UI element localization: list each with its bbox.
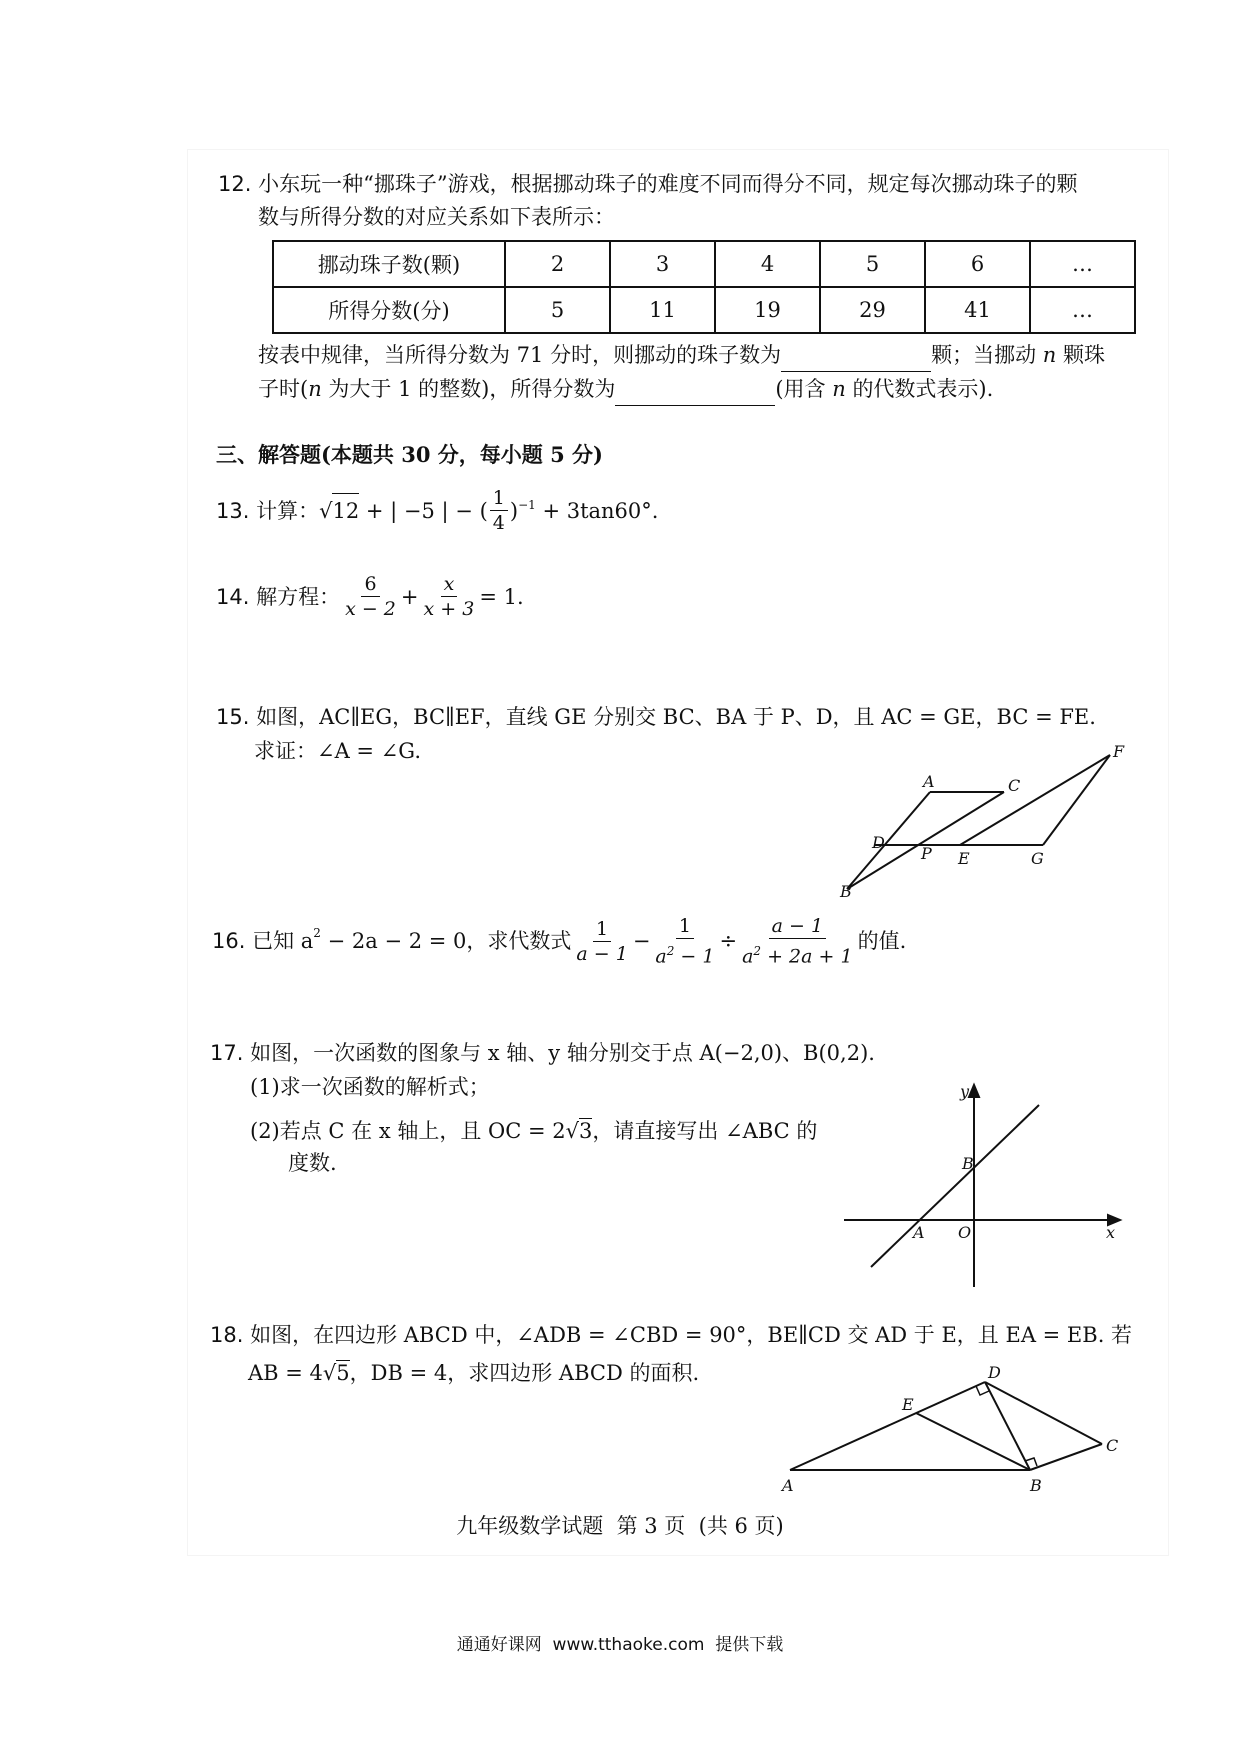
table-cell: 5 (820, 241, 925, 287)
label-A: A (913, 1223, 925, 1242)
q16-suffix: 的值. (857, 929, 907, 954)
segment-BC (1030, 1444, 1102, 1470)
line-AB (871, 1105, 1039, 1267)
q18-text-2b: ，DB = 4，求四边形 ABCD 的面积. (349, 1361, 700, 1385)
var-n: n (832, 377, 846, 401)
label-F: F (1113, 742, 1125, 761)
q13 (216, 486, 658, 535)
section-heading: 三、解答题(本题共 30 分，每小题 5 分) (216, 442, 603, 467)
q12-text-3b: 颗；当挪动 (931, 343, 1037, 367)
q17-line1 (210, 1036, 875, 1070)
table-header-beads: 挪动珠子数(颗) (273, 241, 505, 287)
q14 (216, 572, 524, 621)
q15-line1 (216, 700, 1096, 734)
answer-blank-2[interactable] (615, 383, 775, 406)
frac-den: x − 2 (345, 598, 396, 620)
equals-one: = 1. (479, 584, 524, 609)
frac-den: a − 1 (576, 942, 628, 965)
table-cell: … (1030, 241, 1135, 287)
segment-AB (847, 792, 930, 889)
segment-AD (790, 1382, 985, 1470)
q17-part2-a: (2)若点 C 在 x 轴上，且 OC = 2 (250, 1119, 566, 1143)
frac-den (739, 939, 855, 968)
q12-text-1: 小东玩一种“挪珠子”游戏，根据挪动珠子的难度不同而得分不同，规定每次挪动珠子的颗 (258, 172, 1078, 196)
q12-line1 (218, 167, 1078, 201)
segment-DC (985, 1382, 1102, 1444)
table-cell: 19 (715, 287, 820, 333)
frac-num: 6 (361, 572, 379, 597)
label-D: D (988, 1363, 1001, 1382)
q16 (212, 914, 906, 968)
label-E: E (902, 1395, 914, 1414)
fraction (573, 917, 630, 966)
sqrt-symbol: √ (565, 1119, 580, 1143)
q16-prefix: 已知 a (252, 929, 314, 954)
q13-part2: ) (509, 498, 519, 523)
label-B: B (1030, 1476, 1042, 1495)
q12-text-3d: 颗珠 (1062, 343, 1105, 367)
table-cell: 6 (925, 241, 1030, 287)
label-P: P (921, 844, 932, 863)
q12-line4 (258, 372, 993, 406)
table-cell: 41 (925, 287, 1030, 333)
frac-num: 1 (676, 914, 694, 939)
q14-prefix: 解方程： (256, 584, 341, 609)
q15-figure (830, 735, 1130, 905)
q12-text-4c: 为大于 1 的整数)，所得分数为 (321, 377, 616, 401)
table-row (273, 241, 1135, 287)
q15-line2: 求证：∠A = ∠G. (254, 739, 422, 763)
sqrt-symbol: √ (322, 1361, 337, 1385)
q13-part1: + | −5 | − ( (359, 498, 488, 523)
sqrt-symbol: √ (319, 498, 333, 523)
label-y: y (960, 1082, 970, 1101)
divide-sign: ÷ (719, 929, 738, 954)
q18-line1 (210, 1318, 1132, 1352)
frac-den (652, 939, 717, 968)
q17-part2-b: ，请直接写出 ∠ABC 的 (592, 1119, 818, 1143)
answer-blank-1[interactable] (781, 349, 931, 372)
q17-text-1: 如图，一次函数的图象与 x 轴、y 轴分别交于点 A(−2,0)、B(0,2). (250, 1041, 875, 1065)
fraction (342, 572, 399, 621)
sqrt-arg: 12 (332, 493, 359, 528)
table-cell: 11 (610, 287, 715, 333)
q13-prefix: 计算： (256, 498, 320, 523)
table-cell: 29 (820, 287, 925, 333)
table-cell: … (1030, 287, 1135, 333)
label-G: G (1031, 849, 1044, 868)
table-cell: 4 (715, 241, 820, 287)
exponent: 2 (666, 944, 675, 958)
exponent: −1 (518, 498, 536, 512)
label-A: A (923, 772, 935, 791)
fraction (652, 914, 717, 968)
var-n: n (1042, 343, 1057, 367)
fraction (490, 486, 508, 535)
page-footer: 九年级数学试题 第 3 页 (共 6 页) (456, 1514, 784, 1538)
table-row (273, 287, 1135, 333)
label-B: B (840, 882, 852, 901)
q17-part2-c: 度数. (288, 1151, 337, 1175)
fraction (421, 572, 478, 621)
frac-den: 4 (492, 512, 505, 534)
y-axis-arrow (969, 1085, 979, 1097)
q15-number: 15. (216, 705, 250, 729)
q15-text-1: 如图，AC∥EG，BC∥EF，直线 GE 分别交 BC、BA 于 P、D，且 AC = GE，BC = FE. (256, 705, 1096, 729)
table-cell: 3 (610, 241, 715, 287)
table-cell: 2 (505, 241, 610, 287)
frac-num: 1 (490, 486, 508, 511)
segment-GF (1043, 755, 1110, 845)
minus-sign: − (632, 929, 651, 954)
label-x: x (1106, 1223, 1116, 1242)
exponent: 2 (753, 944, 762, 958)
label-C: C (1106, 1436, 1119, 1455)
plus-sign: + (400, 584, 419, 609)
frac-num: x (441, 572, 458, 597)
segment-DB (985, 1382, 1030, 1470)
q13-number: 13. (216, 498, 250, 523)
q12-number: 12. (218, 172, 252, 196)
var-n: n (308, 377, 322, 401)
q17-number: 17. (210, 1041, 244, 1065)
q16-condition: − 2a − 2 = 0，求代数式 (320, 929, 572, 954)
q12-text-3a: 按表中规律，当所得分数为 71 分时，则挪动的珠子数为 (258, 343, 782, 367)
sqrt-arg: 5 (336, 1361, 350, 1385)
download-source: 通通好课网 www.tthaoke.com 提供下载 (456, 1635, 784, 1655)
q18-number: 18. (210, 1323, 244, 1347)
table-header-score: 所得分数(分) (273, 287, 505, 333)
q18-line2 (248, 1356, 699, 1390)
q18-text-1: 如图，在四边形 ABCD 中，∠ADB = ∠CBD = 90°，BE∥CD 交 AD 于 E，且 EA = EB. 若 (250, 1323, 1133, 1347)
den-b: + 2a + 1 (761, 945, 853, 968)
q17-figure (836, 1075, 1126, 1295)
segment-BC (847, 792, 1004, 889)
q12-line2: 数与所得分数的对应关系如下表所示： (258, 205, 615, 229)
q17-part1: (1)求一次函数的解析式； (250, 1075, 490, 1099)
q12-text-4f: 的代数式表示). (852, 377, 994, 401)
den-b: − 1 (674, 945, 715, 968)
segment-EF (960, 755, 1110, 845)
q12-text-4d: (用含 (775, 377, 826, 401)
q12-line3 (258, 338, 1105, 372)
table-cell: 5 (505, 287, 610, 333)
label-E: E (958, 849, 970, 868)
label-B: B (962, 1154, 974, 1173)
frac-num: a − 1 (769, 914, 826, 939)
segment-EB (916, 1413, 1030, 1470)
q17-part2 (250, 1114, 817, 1148)
q16-number: 16. (212, 929, 246, 954)
q18-text-2a: AB = 4 (248, 1361, 323, 1385)
label-C: C (1008, 776, 1021, 795)
score-table (272, 240, 1136, 334)
den-a: a (742, 945, 754, 968)
q18-figure (770, 1360, 1130, 1500)
fraction (739, 914, 855, 968)
sqrt-arg: 3 (579, 1119, 593, 1143)
q13-part3: + 3tan60°. (535, 498, 659, 523)
label-D: D (872, 833, 885, 852)
q12-text-4a: 子时( (258, 377, 309, 401)
label-O: O (958, 1223, 972, 1242)
den-a: a (655, 945, 667, 968)
exponent: 2 (313, 926, 321, 940)
label-A: A (782, 1476, 794, 1495)
q14-number: 14. (216, 584, 250, 609)
frac-num: 1 (593, 917, 611, 942)
frac-den: x + 3 (423, 598, 475, 620)
